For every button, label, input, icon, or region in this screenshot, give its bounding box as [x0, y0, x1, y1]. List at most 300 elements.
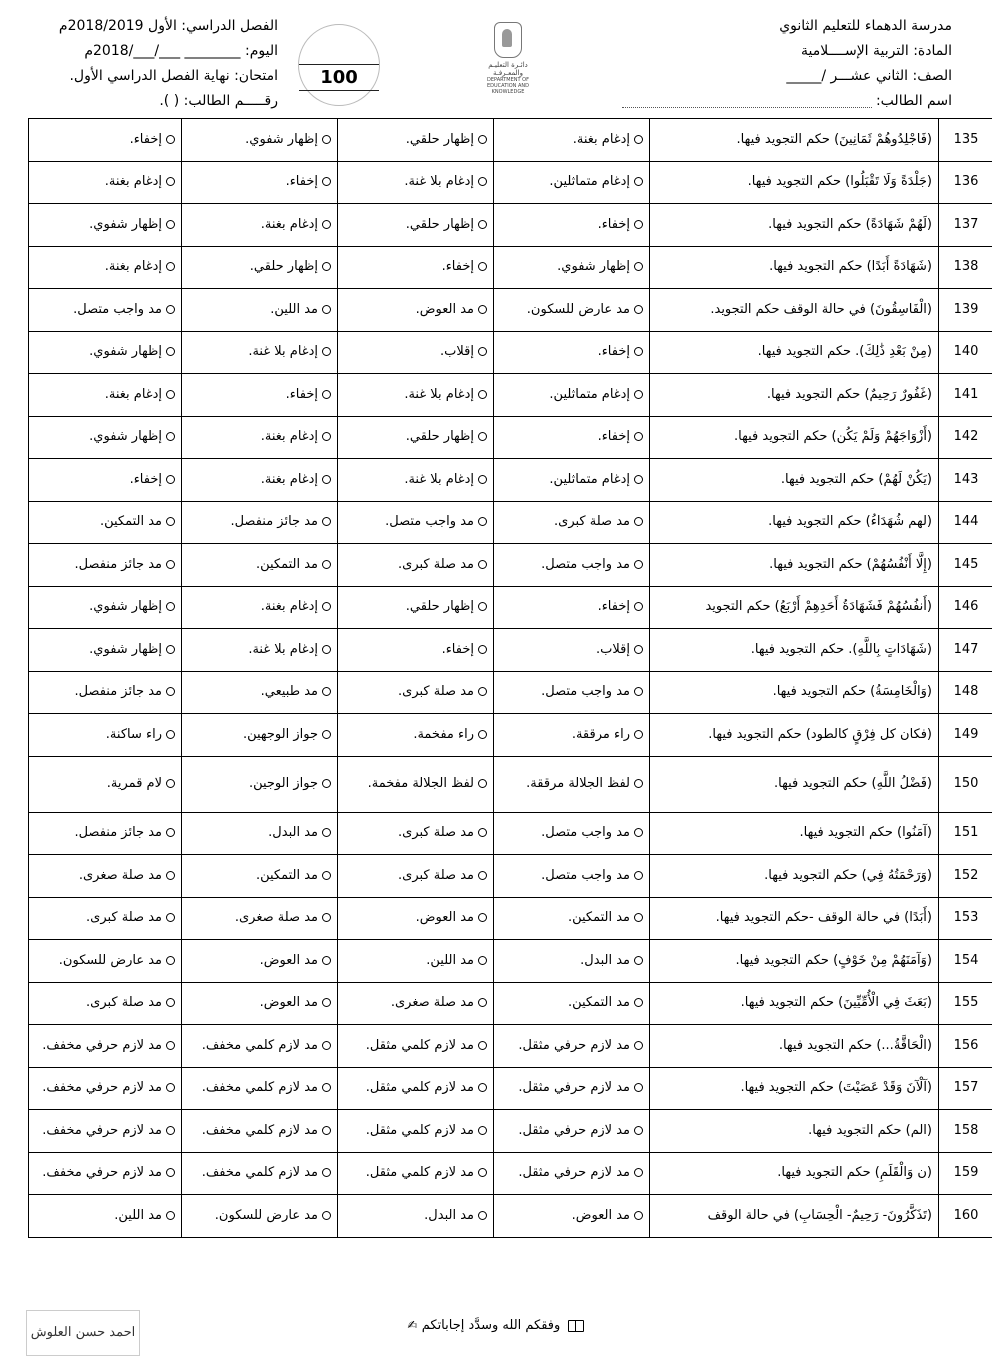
answer-option-label: مد لازم حرفي مثقل.: [518, 1080, 630, 1096]
radio-circle-icon[interactable]: [322, 779, 331, 788]
answer-option-label: مد صلة صغرى.: [390, 995, 474, 1011]
radio-circle-icon[interactable]: [322, 913, 331, 922]
answer-option-label: إدغام بغنة.: [104, 259, 162, 275]
radio-circle-icon[interactable]: [478, 135, 487, 144]
radio-circle-icon[interactable]: [166, 913, 175, 922]
answer-option[interactable]: [494, 1195, 650, 1238]
question-row: [29, 374, 992, 417]
answer-option[interactable]: [29, 812, 182, 855]
radio-circle-icon[interactable]: [166, 475, 175, 484]
answer-option-label: إظهار شفوي.: [89, 429, 162, 445]
question-text: (جَلْدَةً وَلَا تَقْبَلُوا) حكم التجويد فيها.: [650, 161, 939, 204]
answer-option-label: مد واجب متصل.: [541, 556, 630, 572]
radio-circle-icon[interactable]: [634, 1126, 643, 1135]
answer-option-label: مد جائز منفصل.: [230, 514, 318, 530]
radio-circle-icon[interactable]: [322, 1211, 331, 1220]
radio-circle-icon[interactable]: [322, 730, 331, 739]
question-row: [29, 331, 992, 374]
radio-circle-icon[interactable]: [478, 390, 487, 399]
radio-circle-icon[interactable]: [634, 645, 643, 654]
radio-circle-icon[interactable]: [322, 687, 331, 696]
answer-option[interactable]: [494, 897, 650, 940]
question-text: (آلْآنَ وَقَدْ عَصَيْتَ) حكم التجويد فيها.: [650, 1067, 939, 1110]
answer-option[interactable]: [29, 161, 182, 204]
radio-circle-icon[interactable]: [634, 913, 643, 922]
question-row: [29, 756, 992, 812]
answer-option[interactable]: [182, 1195, 338, 1238]
answer-option[interactable]: [182, 204, 338, 247]
answer-option-label: مد صلة كبرى.: [398, 825, 474, 841]
answer-option-label: مد جائز منفصل.: [74, 825, 162, 841]
answer-option[interactable]: [29, 331, 182, 374]
answer-option-label: مد اللين.: [270, 301, 318, 317]
answer-option[interactable]: [29, 897, 182, 940]
answer-option[interactable]: [29, 204, 182, 247]
radio-circle-icon[interactable]: [166, 730, 175, 739]
radio-circle-icon[interactable]: [166, 1126, 175, 1135]
answer-option-label: إخفاء.: [129, 471, 162, 487]
radio-circle-icon[interactable]: [634, 687, 643, 696]
radio-circle-icon[interactable]: [634, 390, 643, 399]
radio-circle-icon[interactable]: [322, 1126, 331, 1135]
answer-option[interactable]: [494, 756, 650, 812]
radio-circle-icon[interactable]: [478, 305, 487, 314]
answer-option[interactable]: [182, 1025, 338, 1068]
answer-option-label: إدغام بغنة.: [104, 386, 162, 402]
radio-circle-icon[interactable]: [634, 1211, 643, 1220]
radio-circle-icon[interactable]: [634, 262, 643, 271]
radio-circle-icon[interactable]: [322, 517, 331, 526]
radio-circle-icon[interactable]: [322, 828, 331, 837]
radio-circle-icon[interactable]: [478, 262, 487, 271]
radio-circle-icon[interactable]: [166, 177, 175, 186]
answer-option[interactable]: [494, 812, 650, 855]
answer-option[interactable]: [338, 119, 494, 162]
answer-option[interactable]: [494, 1067, 650, 1110]
teacher-signature: احمد حسن العلوش: [26, 1310, 140, 1356]
answer-option[interactable]: [494, 416, 650, 459]
answer-option[interactable]: [338, 1025, 494, 1068]
question-number: 155: [939, 982, 992, 1025]
question-text: (إِلَّا أَنْفُسُهُمْ) حكم التجويد فيها.: [650, 544, 939, 587]
answer-option[interactable]: [29, 416, 182, 459]
radio-circle-icon[interactable]: [166, 135, 175, 144]
answer-option-label: مد التمكين.: [255, 556, 318, 572]
radio-circle-icon[interactable]: [166, 871, 175, 880]
answer-option[interactable]: [494, 331, 650, 374]
radio-circle-icon[interactable]: [478, 517, 487, 526]
answer-option-label: مد البدل.: [424, 1207, 474, 1223]
answer-option[interactable]: [494, 161, 650, 204]
answer-option[interactable]: [182, 374, 338, 417]
radio-circle-icon[interactable]: [634, 220, 643, 229]
radio-circle-icon[interactable]: [322, 305, 331, 314]
radio-circle-icon[interactable]: [478, 432, 487, 441]
answer-option-label: مد البدل.: [580, 952, 630, 968]
answer-option-label: مد لازم حرفي مخفف.: [42, 1122, 162, 1138]
question-row: [29, 629, 992, 672]
answer-option[interactable]: [182, 714, 338, 757]
radio-circle-icon[interactable]: [166, 1083, 175, 1092]
question-number: 146: [939, 586, 992, 629]
radio-circle-icon[interactable]: [478, 956, 487, 965]
answer-option[interactable]: [29, 756, 182, 812]
total-score: 100: [320, 67, 358, 88]
radio-circle-icon[interactable]: [166, 220, 175, 229]
question-number: 156: [939, 1025, 992, 1068]
answer-option[interactable]: [494, 586, 650, 629]
answer-option-label: مد عارض للسكون.: [58, 952, 162, 968]
answer-option[interactable]: [494, 289, 650, 332]
answer-option[interactable]: [338, 671, 494, 714]
answer-option[interactable]: [338, 246, 494, 289]
answer-option-label: مد لازم كلمي مخفف.: [201, 1165, 318, 1181]
answer-option[interactable]: [338, 714, 494, 757]
answer-option[interactable]: [29, 1152, 182, 1195]
answer-option[interactable]: [29, 629, 182, 672]
radio-circle-icon[interactable]: [634, 517, 643, 526]
answer-option-label: إدغام بلا غنة.: [404, 174, 474, 190]
radio-circle-icon[interactable]: [478, 1083, 487, 1092]
answer-option-label: مد واجب متصل.: [541, 684, 630, 700]
radio-circle-icon[interactable]: [166, 517, 175, 526]
answer-option-label: مد لازم كلمي مثقل.: [365, 1037, 474, 1053]
answer-option[interactable]: [338, 812, 494, 855]
answer-option[interactable]: [338, 544, 494, 587]
radio-circle-icon[interactable]: [322, 262, 331, 271]
radio-circle-icon[interactable]: [322, 871, 331, 880]
answer-option-label: مد صلة كبرى.: [398, 867, 474, 883]
question-number: 153: [939, 897, 992, 940]
answer-option[interactable]: [494, 246, 650, 289]
radio-circle-icon[interactable]: [478, 645, 487, 654]
radio-circle-icon[interactable]: [478, 347, 487, 356]
answer-option[interactable]: [182, 416, 338, 459]
radio-circle-icon[interactable]: [634, 560, 643, 569]
radio-circle-icon[interactable]: [478, 687, 487, 696]
answer-option[interactable]: [338, 289, 494, 332]
answer-option-label: إخفاء.: [441, 259, 474, 275]
answer-option-label: مد البدل.: [268, 825, 318, 841]
answer-option[interactable]: [494, 940, 650, 983]
radio-circle-icon[interactable]: [322, 1168, 331, 1177]
footer-text: وفقكم الله وسدَّد إجاباتكم: [421, 1318, 561, 1333]
answer-option[interactable]: [29, 1110, 182, 1153]
radio-circle-icon[interactable]: [634, 998, 643, 1007]
question-number: 160: [939, 1195, 992, 1238]
answer-option-label: إخفاء.: [285, 386, 318, 402]
radio-circle-icon[interactable]: [478, 1041, 487, 1050]
radio-circle-icon[interactable]: [478, 998, 487, 1007]
radio-circle-icon[interactable]: [322, 560, 331, 569]
header-school-info: [552, 14, 952, 114]
radio-circle-icon[interactable]: [322, 347, 331, 356]
answer-option[interactable]: [494, 459, 650, 502]
answer-option[interactable]: [182, 756, 338, 812]
answer-option[interactable]: [494, 501, 650, 544]
question-number: 149: [939, 714, 992, 757]
answer-option[interactable]: [182, 161, 338, 204]
question-text: (فَضْلُ اللَّهِ) حكم التجويد فيها.: [650, 756, 939, 812]
answer-option-label: مد لازم حرفي مثقل.: [518, 1165, 630, 1181]
answer-option[interactable]: [182, 671, 338, 714]
education-department-logo: [473, 22, 543, 102]
question-row: [29, 416, 992, 459]
radio-circle-icon[interactable]: [634, 347, 643, 356]
radio-circle-icon[interactable]: [478, 1168, 487, 1177]
answer-option[interactable]: [182, 586, 338, 629]
answer-option[interactable]: [29, 501, 182, 544]
answer-option-label: مد واجب متصل.: [385, 514, 474, 530]
radio-circle-icon[interactable]: [634, 602, 643, 611]
radio-circle-icon[interactable]: [634, 305, 643, 314]
answer-option[interactable]: [182, 629, 338, 672]
radio-circle-icon[interactable]: [634, 730, 643, 739]
radio-circle-icon[interactable]: [478, 730, 487, 739]
radio-circle-icon[interactable]: [478, 220, 487, 229]
answer-option-label: إظهار حلقي.: [405, 429, 474, 445]
subject-label: المادة: التربية الإســــلامية: [800, 43, 952, 59]
radio-circle-icon[interactable]: [166, 645, 175, 654]
question-text: (الْفَاسِقُونَ) في حالة الوقف حكم التجويد.: [650, 289, 939, 332]
exam-label: امتحان: نهاية الفصل الدراسي الأول.: [69, 68, 278, 84]
answer-option-label: إظهار حلقي.: [405, 216, 474, 232]
answer-option-label: إدغام بلا غنة.: [248, 641, 318, 657]
answer-option-label: مد العوض.: [259, 995, 318, 1011]
answer-option[interactable]: [338, 756, 494, 812]
answer-option[interactable]: [494, 982, 650, 1025]
radio-circle-icon[interactable]: [322, 177, 331, 186]
answer-option[interactable]: [182, 331, 338, 374]
question-text: (يَكُنْ لَهُمْ) حكم التجويد فيها.: [650, 459, 939, 502]
answer-option-label: مد واجب متصل.: [73, 301, 162, 317]
radio-circle-icon[interactable]: [634, 475, 643, 484]
answer-option[interactable]: [338, 897, 494, 940]
radio-circle-icon[interactable]: [166, 779, 175, 788]
answer-option-label: جواز الوجهين.: [242, 726, 318, 742]
radio-circle-icon[interactable]: [634, 871, 643, 880]
question-row: [29, 812, 992, 855]
answer-option[interactable]: [29, 1195, 182, 1238]
radio-circle-icon[interactable]: [634, 1083, 643, 1092]
answer-option-label: مد العوض.: [571, 1207, 630, 1223]
pen-icon: ✍: [407, 1318, 418, 1332]
answer-option[interactable]: [494, 629, 650, 672]
answer-option[interactable]: [338, 331, 494, 374]
answer-option[interactable]: [338, 459, 494, 502]
radio-circle-icon[interactable]: [634, 779, 643, 788]
radio-circle-icon[interactable]: [322, 390, 331, 399]
answer-option[interactable]: [494, 1152, 650, 1195]
answer-option-label: مد لازم حرفي مخفف.: [42, 1080, 162, 1096]
answer-option[interactable]: [338, 940, 494, 983]
answer-option[interactable]: [338, 374, 494, 417]
answer-option-label: مد لازم حرفي مثقل.: [518, 1122, 630, 1138]
answer-option[interactable]: [338, 416, 494, 459]
answer-option[interactable]: [29, 1025, 182, 1068]
radio-circle-icon[interactable]: [166, 305, 175, 314]
answer-option[interactable]: [338, 982, 494, 1025]
answer-option[interactable]: [29, 940, 182, 983]
answer-option[interactable]: [29, 246, 182, 289]
exam-header: [28, 14, 962, 110]
radio-circle-icon[interactable]: [634, 956, 643, 965]
answer-option[interactable]: [338, 629, 494, 672]
radio-circle-icon[interactable]: [478, 177, 487, 186]
radio-circle-icon[interactable]: [478, 1126, 487, 1135]
answer-option[interactable]: [29, 671, 182, 714]
answer-option[interactable]: [182, 1067, 338, 1110]
answer-option[interactable]: [494, 714, 650, 757]
radio-circle-icon[interactable]: [634, 135, 643, 144]
answer-option-label: مد التمكين.: [567, 910, 630, 926]
radio-circle-icon[interactable]: [322, 956, 331, 965]
answer-option[interactable]: [29, 982, 182, 1025]
answer-option[interactable]: [182, 1152, 338, 1195]
radio-circle-icon[interactable]: [322, 1041, 331, 1050]
radio-circle-icon[interactable]: [634, 828, 643, 837]
answer-option-label: مد لازم حرفي مخفف.: [42, 1037, 162, 1053]
answer-option[interactable]: [182, 119, 338, 162]
radio-circle-icon[interactable]: [634, 177, 643, 186]
radio-circle-icon[interactable]: [322, 432, 331, 441]
radio-circle-icon[interactable]: [166, 390, 175, 399]
answer-option[interactable]: [182, 1110, 338, 1153]
radio-circle-icon[interactable]: [478, 913, 487, 922]
question-number: 139: [939, 289, 992, 332]
answer-option[interactable]: [182, 982, 338, 1025]
answer-option[interactable]: [29, 855, 182, 898]
radio-circle-icon[interactable]: [478, 1211, 487, 1220]
radio-circle-icon[interactable]: [166, 347, 175, 356]
answer-option-label: إدغام بغنة.: [572, 131, 630, 147]
answer-option[interactable]: [338, 1067, 494, 1110]
answer-option[interactable]: [494, 119, 650, 162]
answer-option[interactable]: [338, 1110, 494, 1153]
radio-circle-icon[interactable]: [166, 828, 175, 837]
score-divider-bottom: [299, 90, 379, 91]
answer-option[interactable]: [182, 940, 338, 983]
answer-option[interactable]: [494, 671, 650, 714]
radio-circle-icon[interactable]: [478, 475, 487, 484]
question-number: 148: [939, 671, 992, 714]
answer-option[interactable]: [338, 161, 494, 204]
question-row: [29, 1067, 992, 1110]
answer-option-label: إدغام بغنة.: [260, 429, 318, 445]
radio-circle-icon[interactable]: [322, 602, 331, 611]
radio-circle-icon[interactable]: [634, 432, 643, 441]
answer-option[interactable]: [494, 544, 650, 587]
answer-option[interactable]: [182, 544, 338, 587]
answer-option[interactable]: [338, 1152, 494, 1195]
radio-circle-icon[interactable]: [166, 1168, 175, 1177]
question-number: 138: [939, 246, 992, 289]
answer-option[interactable]: [29, 586, 182, 629]
question-number: 157: [939, 1067, 992, 1110]
answer-option[interactable]: [494, 374, 650, 417]
radio-circle-icon[interactable]: [166, 687, 175, 696]
answer-option[interactable]: [494, 855, 650, 898]
answer-option-label: مد لازم كلمي مثقل.: [365, 1122, 474, 1138]
answer-option[interactable]: [338, 586, 494, 629]
answer-option-label: مد لازم كلمي مخفف.: [201, 1080, 318, 1096]
question-row: [29, 501, 992, 544]
answer-option-label: إدغام بغنة.: [260, 216, 318, 232]
answer-option-label: مد لازم كلمي مخفف.: [201, 1037, 318, 1053]
radio-circle-icon[interactable]: [166, 956, 175, 965]
answer-option[interactable]: [29, 1067, 182, 1110]
radio-circle-icon[interactable]: [478, 828, 487, 837]
answer-option-label: مد طبيعي.: [260, 684, 318, 700]
radio-circle-icon[interactable]: [478, 871, 487, 880]
radio-circle-icon[interactable]: [166, 432, 175, 441]
answer-option[interactable]: [182, 246, 338, 289]
answer-option[interactable]: [29, 714, 182, 757]
radio-circle-icon[interactable]: [322, 998, 331, 1007]
question-row: [29, 544, 992, 587]
grade-label: الصف: الثاني عشـــر /_____: [786, 68, 952, 84]
score-circle: [298, 24, 380, 106]
answer-option[interactable]: [182, 897, 338, 940]
answer-option[interactable]: [29, 374, 182, 417]
radio-circle-icon[interactable]: [166, 998, 175, 1007]
radio-circle-icon[interactable]: [322, 1083, 331, 1092]
radio-circle-icon[interactable]: [322, 220, 331, 229]
answer-option-label: مد عارض للسكون.: [526, 301, 630, 317]
radio-circle-icon[interactable]: [166, 602, 175, 611]
answer-option-label: مد لازم كلمي مثقل.: [365, 1165, 474, 1181]
answer-option[interactable]: [494, 204, 650, 247]
radio-circle-icon[interactable]: [166, 1041, 175, 1050]
answer-option[interactable]: [182, 289, 338, 332]
radio-circle-icon[interactable]: [634, 1168, 643, 1177]
answer-option-label: مد صلة كبرى.: [398, 556, 474, 572]
answer-option[interactable]: [494, 1110, 650, 1153]
question-number: 135: [939, 119, 992, 162]
radio-circle-icon[interactable]: [166, 262, 175, 271]
score-divider: [299, 64, 379, 65]
radio-circle-icon[interactable]: [478, 560, 487, 569]
answer-option-label: مد جائز منفصل.: [74, 556, 162, 572]
answer-option-label: مد صلة صغرى.: [78, 867, 162, 883]
answer-option-label: مد لازم كلمي مخفف.: [201, 1122, 318, 1138]
answer-option-label: إدغام بغنة.: [260, 471, 318, 487]
radio-circle-icon[interactable]: [166, 1211, 175, 1220]
answer-option[interactable]: [338, 855, 494, 898]
radio-circle-icon[interactable]: [322, 135, 331, 144]
answer-option[interactable]: [182, 812, 338, 855]
answer-option[interactable]: [338, 1195, 494, 1238]
answer-option[interactable]: [182, 459, 338, 502]
question-row: [29, 1195, 992, 1238]
radio-circle-icon[interactable]: [322, 475, 331, 484]
radio-circle-icon[interactable]: [478, 602, 487, 611]
answer-option[interactable]: [29, 289, 182, 332]
answer-option[interactable]: [494, 1025, 650, 1068]
radio-circle-icon[interactable]: [322, 645, 331, 654]
answer-option[interactable]: [29, 459, 182, 502]
answer-option[interactable]: [338, 204, 494, 247]
radio-circle-icon[interactable]: [478, 779, 487, 788]
radio-circle-icon[interactable]: [634, 1041, 643, 1050]
answer-option[interactable]: [338, 501, 494, 544]
answer-option-label: إظهار شفوي.: [89, 641, 162, 657]
radio-circle-icon[interactable]: [166, 560, 175, 569]
answer-option[interactable]: [29, 119, 182, 162]
answer-option[interactable]: [182, 855, 338, 898]
answer-option[interactable]: [182, 501, 338, 544]
answer-option[interactable]: [29, 544, 182, 587]
